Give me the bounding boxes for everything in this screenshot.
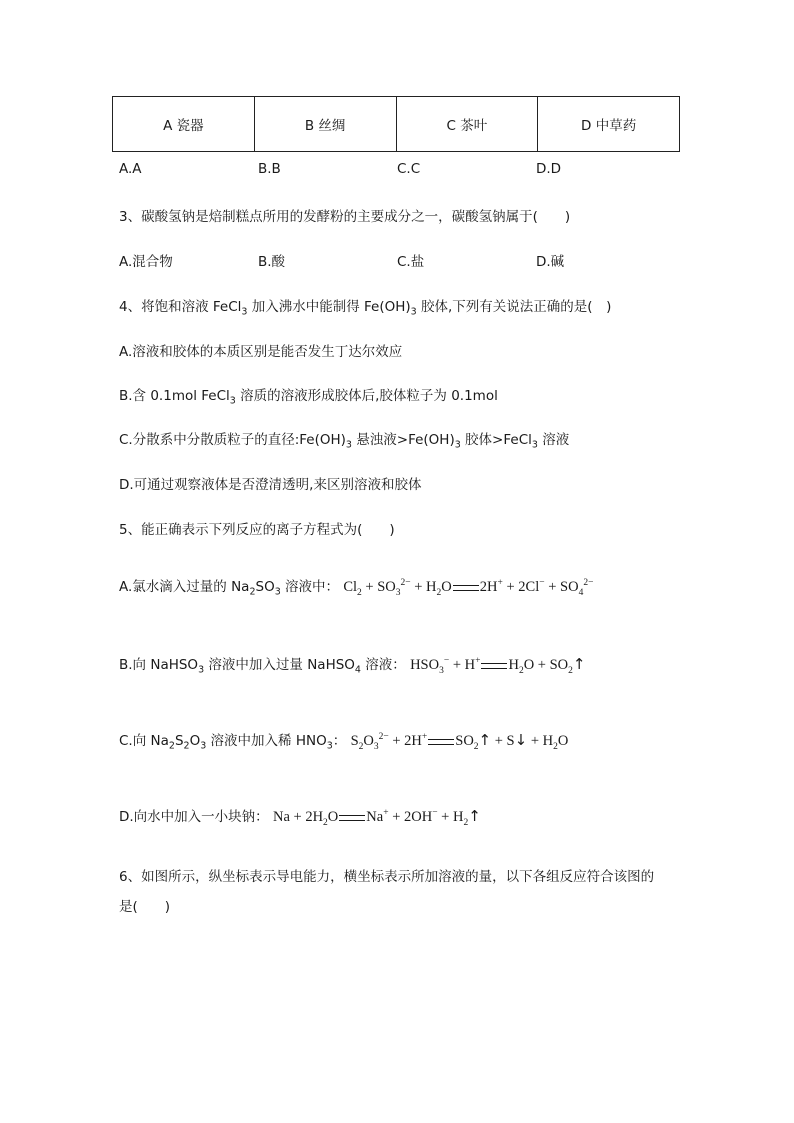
q3-option-c: C.盐 (397, 254, 425, 270)
table-cell-b: B 丝绸 (254, 97, 396, 152)
q3-stem: 3、碳酸氢钠是焙制糕点所用的发酵粉的主要成分之一，碳酸氢钠属于( ) (119, 209, 571, 225)
q3-option-a: A.混合物 (119, 254, 173, 270)
q3-option-d: D.碱 (536, 254, 565, 270)
q4-option-a: A.溶液和胶体的本质区别是能否发生丁达尔效应 (119, 344, 403, 360)
table-cell-c: C 茶叶 (396, 97, 538, 152)
q4-option-b: B.含 0.1mol FeCl$_3$ 溶质的溶液形成胶体后,胶体粒子为 0.1mol (119, 388, 498, 407)
q2-option-b: B.B (258, 161, 281, 177)
q6-stem-line2: 是( ) (119, 899, 171, 915)
q6-stem-line1: 6、如图所示，纵坐标表示导电能力，横坐标表示所加溶液的量，以下各组反应符合该图的 (119, 869, 655, 885)
q4-option-d: D.可通过观察液体是否澄清透明,来区别溶液和胶体 (119, 477, 422, 493)
options-table (112, 96, 680, 152)
q5-option-a: A.氯水滴入过量的 $Na_2SO_3$ 溶液中： $Cl_2 + SO_3^{2-} + H_2O$ $2H^+ + 2Cl^- + SO_4^{2-}$ (119, 578, 594, 598)
q5-option-b: B.向 NaHSO$_3$ 溶液中加入过量 NaHSO$_4$ 溶液： $HSO_3^- + H^+$ $H_2O$ + $SO_2↑$ (119, 655, 586, 676)
q5-option-d: D.向水中加入一小块钠： $Na + 2H_2O$ $Na^+ + 2OH^- + H_2↑$ (119, 807, 481, 828)
down-arrow-icon: ↓ (514, 731, 528, 749)
equation-b: $HSO_3^- + H^+$ $H_2O$ + $SO_2↑$ (410, 655, 586, 676)
q2-option-d: D.D (536, 161, 562, 177)
q3-option-b: B.酸 (258, 254, 286, 270)
up-arrow-icon: ↑ (572, 655, 586, 673)
equation-c: $S_2O_3^{2-} + 2H^+$ $SO_2↑$ + S↓ + $H_2O$ (350, 731, 569, 752)
q2-option-a: A.A (119, 161, 142, 177)
table-row (113, 97, 680, 152)
up-arrow-icon: ↑ (468, 807, 481, 825)
table-cell-a: A 瓷器 (113, 97, 255, 152)
table-cell-d: D 中草药 (538, 97, 680, 152)
equation-a: $Cl_2 + SO_3^{2-} + H_2O$ $2H^+ + 2Cl^- + SO_4^{2-}$ (343, 578, 594, 598)
q4-stem: 4、将饱和溶液 FeCl$_3$ 加入沸水中能制得 $Fe(OH)_3$ 胶体,下列有关说法正确的是( ) (119, 299, 612, 318)
q2-option-c: C.C (397, 161, 421, 177)
q5-option-c: C.向 $Na_2S_2O_3$ 溶液中加入稀 $HNO_3$： $S_2O_3^{2-} + 2H^+$ $SO_2↑$ + S↓ + $H_2O$ (119, 731, 569, 752)
equation-d: $Na + 2H_2O$ $Na^+ + 2OH^- + H_2↑$ (272, 807, 481, 828)
q5-stem: 5、能正确表示下列反应的离子方程式为( ) (119, 522, 395, 538)
up-arrow-icon: ↑ (478, 731, 492, 749)
q4-option-c: C.分散系中分散质粒子的直径$:Fe(OH)_3$ 悬浊液$>Fe(OH)_3$ 胶体>FeCl$_3$ 溶液 (119, 432, 570, 451)
